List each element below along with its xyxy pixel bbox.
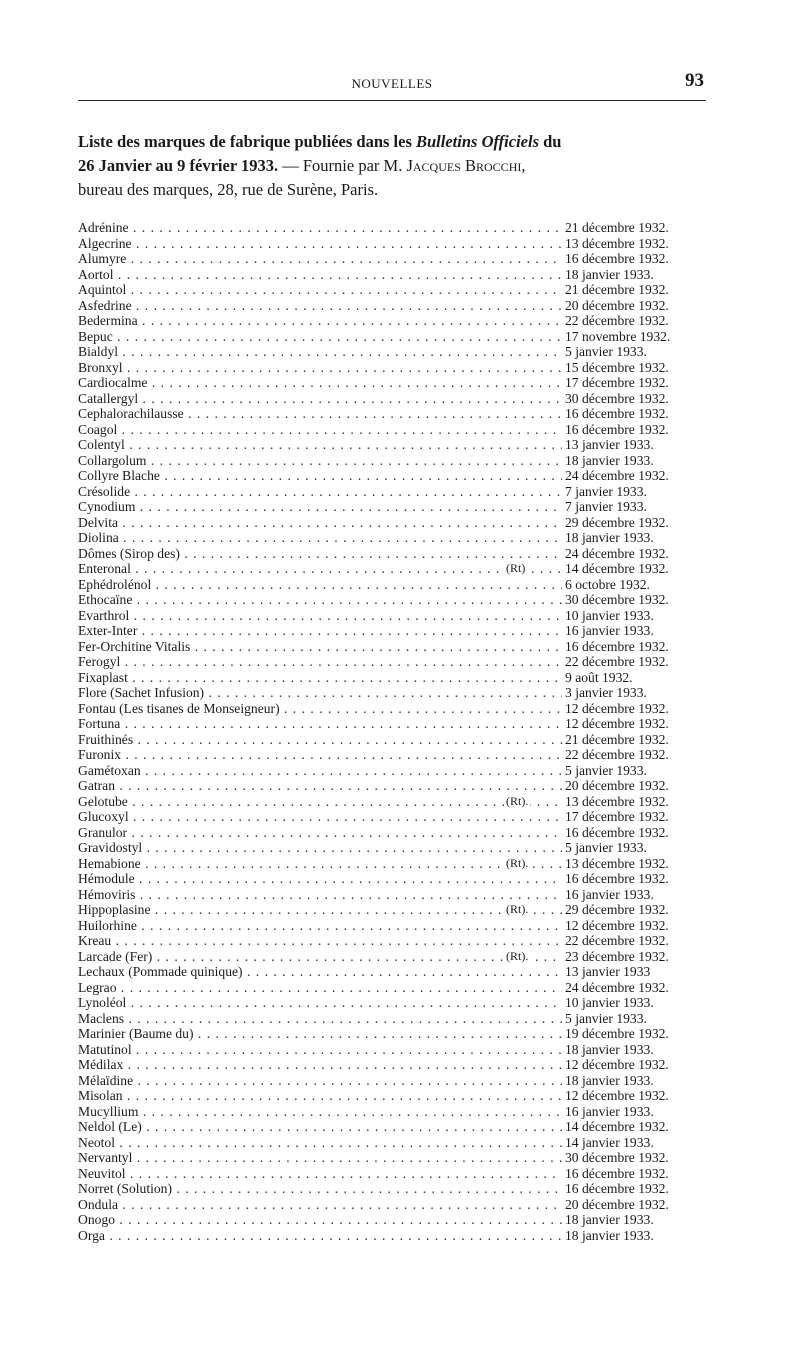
list-item [78,1073,708,1089]
publication-date: 9 août 1932. [565,669,633,685]
publication-date: 14 décembre 1932. [565,561,669,576]
trademark-name: Marinier (Baume du) . . . [78,1026,562,1042]
trademark-name: Catallergyl . . . [78,391,562,407]
list-item [78,902,708,918]
trademark-name: Bedermina . . . [78,313,562,329]
list-item [78,298,708,314]
trademark-name: Adrénine . . . [78,220,562,236]
trademark-name: Bepuc . . . [78,329,562,345]
publication-date: 18 janvier 1933. [565,1212,654,1227]
trademark-name: Norret (Solution) . . . [78,1181,562,1197]
trademark-name: Colentyl . . . [78,437,562,453]
publication-date: 22 décembre 1932. [565,654,669,669]
trademark-name: Enteronal . . . [78,561,562,577]
publication-date: 12 décembre 1932. [565,1057,669,1072]
list-item [78,437,708,453]
publication-date: 17 décembre 1932. [565,375,669,390]
list-item [78,1088,708,1104]
list-item [78,933,708,949]
trademark-name: Ephédrolénol . . . [78,577,562,593]
renewal-mark: (Rt). [506,948,529,963]
trademark-name: Granulor . . . [78,825,562,841]
author-name: Jacques Brocchi, [406,156,526,175]
list-item [78,747,708,763]
publication-date: 3 janvier 1933. [565,685,647,700]
trademark-name: Collargolum . . . [78,453,562,469]
publication-date: 24 décembre 1932. [565,979,669,995]
trademark-name: Mélaïdine . . . [78,1073,562,1089]
trademark-name: Kreau . . . [78,933,562,949]
publication-date: 18 janvier 1933. [565,530,654,545]
trademark-name: Fer-Orchitine Vitalis . . . [78,639,562,655]
publication-date: 22 décembre 1932. [565,747,669,762]
list-item [78,375,708,391]
trademark-name: Ondula . . . [78,1197,562,1213]
publication-date: 5 janvier 1933. [565,1010,647,1026]
trademark-name: Coagol . . . [78,422,562,438]
publication-date: 18 janvier 1933. [565,452,654,468]
trademark-name: Glucoxyl . . . [78,809,562,825]
publication-date: 16 décembre 1932. [565,638,669,654]
date-range: 26 Janvier au 9 février 1933. [78,156,279,175]
publication-date: 5 janvier 1933. [565,840,647,855]
publication-date: 22 décembre 1932. [565,933,669,948]
publication-date: 24 décembre 1932. [565,468,669,483]
publication-date: 16 décembre 1932. [565,1181,669,1196]
trademark-name: Orga . . . [78,1228,562,1244]
list-item [78,499,708,515]
publication-date: 14 janvier 1933. [565,1134,654,1150]
list-item [78,1228,708,1244]
publication-date: 16 décembre 1932. [565,871,669,886]
trademark-name: Alumyre . . . [78,251,562,267]
list-introduction [78,130,710,202]
trademark-name: Hémodule . . . [78,871,562,887]
list-item [78,763,708,779]
list-item [78,1057,708,1073]
list-item [78,1135,708,1151]
list-item [78,840,708,856]
intro-line-2: 26 Janvier au 9 février 1933. — Fournie par M. Jacques Brocchi, [78,156,526,175]
list-item [78,546,708,562]
intro-line-1: Liste des marques de fabrique publiées dans les Bulletins Officiels du [78,132,562,151]
renewal-mark: (Rt) [506,561,526,575]
trademark-name: Evarthrol . . . [78,608,562,624]
publication-date: 16 décembre 1932. [565,251,669,266]
list-item [78,949,708,965]
publication-date: 13 janvier 1933. [565,437,654,452]
publication-date: 30 décembre 1932. [565,390,669,406]
publication-date: 7 janvier 1933. [565,499,647,514]
list-item [78,887,708,903]
trademark-name: Cardiocalme . . . [78,375,562,391]
publication-date: 16 janvier 1933. [565,623,654,638]
publication-date: 21 décembre 1932. [565,731,669,747]
publication-date: 15 décembre 1932. [565,359,669,375]
trademark-name: Gelotube . . . [78,794,562,810]
publication-date: 30 décembre 1932. [565,592,669,607]
trademark-name: Larcade (Fer) . . . [78,949,562,965]
publication-date: 16 janvier 1933. [565,886,654,902]
list-item [78,1011,708,1027]
trademark-name: Gamétoxan . . . [78,763,562,779]
list-item [78,856,708,872]
trademark-name: Onogo . . . [78,1212,562,1228]
list-item [78,313,708,329]
list-item [78,654,708,670]
list-item [78,422,708,438]
publication-date: 12 décembre 1932. [565,700,669,716]
list-item [78,1166,708,1182]
publication-date: 14 décembre 1932. [565,1119,669,1134]
list-item [78,1150,708,1166]
publication-date: 21 décembre 1932. [565,220,669,235]
publication-date: 20 décembre 1932. [565,1196,669,1212]
list-item [78,1119,708,1135]
publication-date: 30 décembre 1932. [565,1150,669,1165]
list-item [78,282,708,298]
trademark-name: Misolan . . . [78,1088,562,1104]
list-item [78,623,708,639]
publication-date: 18 janvier 1933. [565,1072,654,1088]
renewal-mark: (Rt). [506,902,529,916]
trademark-name: Fixaplast . . . [78,670,562,686]
trademark-name: Fontau (Les tisanes de Monseigneur) . . . [78,701,562,717]
list-item [78,406,708,422]
publication-date: 20 décembre 1932. [565,297,669,313]
trademark-name: Gatran . . . [78,778,562,794]
trademark-name: Gravidostyl . . . [78,840,562,856]
trademark-name: Fortuna . . . [78,716,562,732]
list-item [78,980,708,996]
publication-date: 7 janvier 1933. [565,483,647,499]
publication-date: 13 décembre 1932. [565,793,669,809]
list-item [78,1181,708,1197]
list-item [78,778,708,794]
publication-date: 12 décembre 1932. [565,1088,669,1103]
publication-date: 10 janvier 1933. [565,607,654,623]
trademark-name: Lynoléol . . . [78,995,562,1011]
list-item [78,592,708,608]
list-item [78,530,708,546]
publication-date: 18 janvier 1933. [565,266,654,282]
trademark-name: Mucyllium . . . [78,1104,562,1120]
publication-date: 16 janvier 1933. [565,1103,654,1119]
trademark-name: Neldol (Le) . . . [78,1119,562,1135]
list-item [78,1042,708,1058]
list-item [78,732,708,748]
list-item [78,484,708,500]
list-item [78,701,708,717]
list-item [78,716,708,732]
publication-date: 5 janvier 1933. [565,344,647,359]
publication-date: 13 décembre 1932. [565,235,669,251]
publication-date: 20 décembre 1932. [565,778,669,793]
list-item [78,794,708,810]
publication-date: 17 novembre 1932. [565,328,671,344]
renewal-mark: (Rt). [506,793,529,808]
publication-date: 24 décembre 1932. [565,545,669,561]
publication-date: 22 décembre 1932. [565,313,669,328]
publication-date: 16 décembre 1932. [565,1165,669,1181]
running-title: NOUVELLES [351,76,433,91]
trademark-name: Asfedrine . . . [78,298,562,314]
trademark-name: Médilax . . . [78,1057,562,1073]
trademark-name: Hémoviris . . . [78,887,562,903]
list-item [78,515,708,531]
page-number: 93 [685,70,704,91]
page-header [78,68,706,101]
list-item [78,251,708,267]
trademark-name: Matutinol . . . [78,1042,562,1058]
publication-date: 21 décembre 1932. [565,282,669,297]
trademark-name: Crésolide . . . [78,484,562,500]
publication-date: 18 janvier 1933. [565,1227,654,1243]
list-item [78,918,708,934]
list-item [78,577,708,593]
list-item [78,267,708,283]
publication-date: 29 décembre 1932. [565,902,669,917]
list-item [78,220,708,236]
trademark-name: Bialdyl . . . [78,344,562,360]
trademark-name: Fruithinés . . . [78,732,562,748]
list-item [78,809,708,825]
trademark-name: Collyre Blache . . . [78,468,562,484]
trademark-name: Lechaux (Pommade quinique) . . . [78,964,562,980]
list-item [78,995,708,1011]
list-item [78,964,708,980]
trademark-name: Algecrine . . . [78,236,562,252]
trademark-name: Huilorhine . . . [78,918,562,934]
trademark-name: Hemabione . . . [78,856,562,872]
renewal-mark: (Rt). [506,855,529,870]
publication-date: 16 décembre 1932. [565,421,669,437]
publication-date: 16 décembre 1932. [565,406,669,421]
list-item [78,391,708,407]
publication-date: 23 décembre 1932. [565,948,669,964]
trademark-name: Ethocaïne . . . [78,592,562,608]
trademark-name: Delvita . . . [78,515,562,531]
trademark-name: Flore (Sachet Infusion) . . . [78,685,562,701]
list-item [78,1197,708,1213]
trademark-name: Aquintol . . . [78,282,562,298]
list-item [78,871,708,887]
list-item [78,670,708,686]
list-item [78,468,708,484]
publication-date: 18 janvier 1933. [565,1041,654,1057]
trademark-list [78,220,708,1243]
publication-date: 6 octobre 1932. [565,576,650,592]
list-item [78,608,708,624]
list-item [78,360,708,376]
trademark-name: Neotol . . . [78,1135,562,1151]
list-item [78,344,708,360]
list-item [78,236,708,252]
publication-date: 12 décembre 1932. [565,716,669,731]
trademark-name: Ferogyl . . . [78,654,562,670]
publication-date: 13 janvier 1933 [565,964,651,979]
trademark-name: Maclens . . . [78,1011,562,1027]
trademark-name: Cephalorachilausse . . . [78,406,562,422]
trademark-name: Dômes (Sirop des) . . . [78,546,562,562]
trademark-name: Hippoplasine . . . [78,902,562,918]
list-item [78,639,708,655]
publication-date: 5 janvier 1933. [565,762,647,778]
publication-date: 12 décembre 1932. [565,917,669,933]
list-item [78,329,708,345]
trademark-name: Exter-Inter . . . [78,623,562,639]
list-item [78,453,708,469]
list-item [78,1212,708,1228]
list-item [78,561,708,577]
publication-date: 16 décembre 1932. [565,824,669,840]
trademark-name: Aortol . . . [78,267,562,283]
list-item [78,685,708,701]
list-item [78,825,708,841]
intro-line-3: bureau des marques, 28, rue de Surène, Paris. [78,180,379,199]
trademark-name: Nervantyl . . . [78,1150,562,1166]
publication-date: 13 décembre 1932. [565,855,669,871]
trademark-name: Furonix . . . [78,747,562,763]
list-item [78,1026,708,1042]
publication-date: 29 décembre 1932. [565,514,669,530]
publication-date: 19 décembre 1932. [565,1026,669,1041]
trademark-name: Neuvitol . . . [78,1166,562,1182]
publication-date: 17 décembre 1932. [565,809,669,824]
list-item [78,1104,708,1120]
trademark-name: Cynodium . . . [78,499,562,515]
trademark-name: Legrao . . . [78,980,562,996]
trademark-name: Diolina . . . [78,530,562,546]
trademark-name: Bronxyl . . . [78,360,562,376]
bulletin-title: Bulletins Officiels [416,132,539,151]
publication-date: 10 janvier 1933. [565,995,654,1010]
